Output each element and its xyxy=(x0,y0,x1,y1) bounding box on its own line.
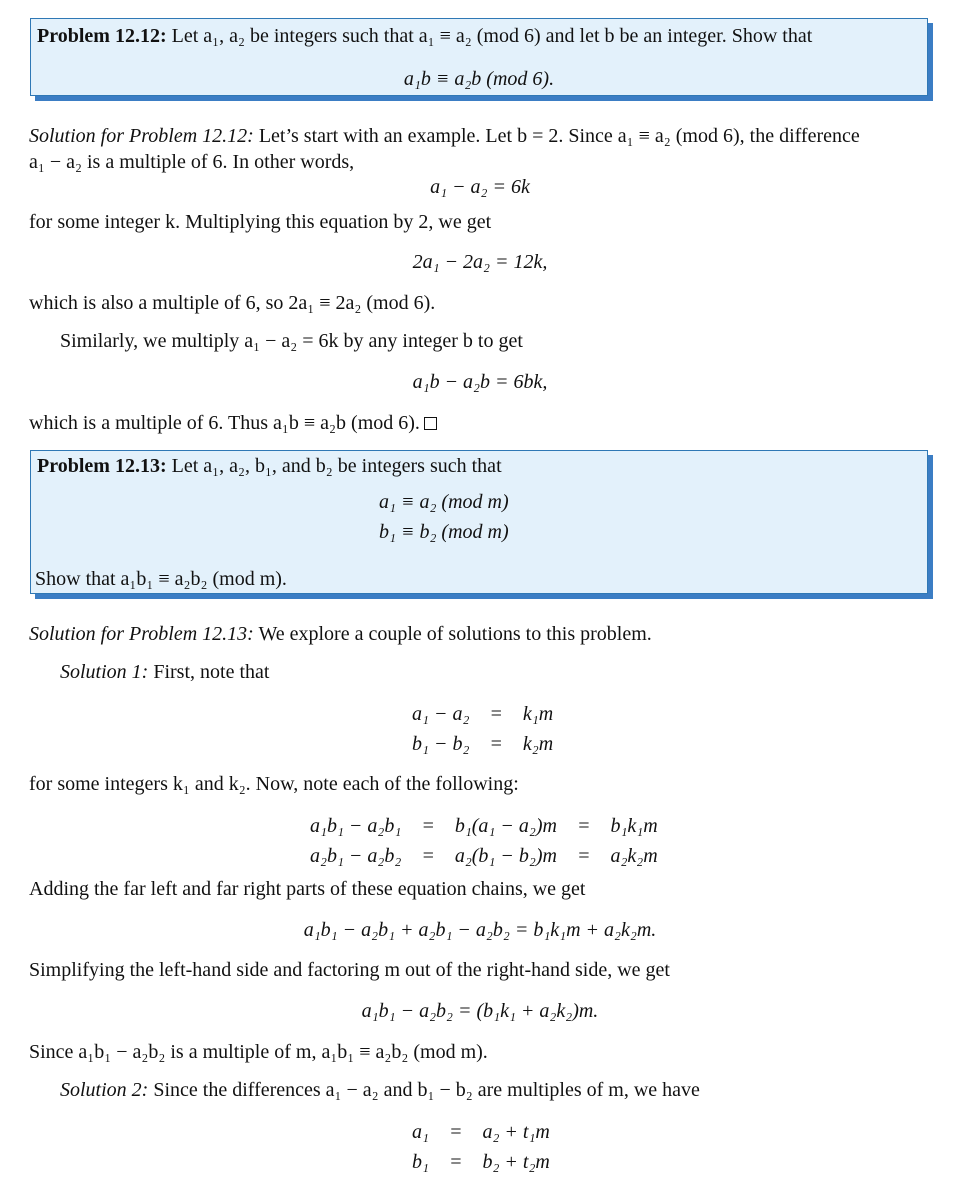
system-t-multiples xyxy=(412,1117,550,1177)
solution-12-13-intro-text: We explore a couple of solutions to this problem. xyxy=(258,623,652,645)
chain-middle: b₁(a₁ − a₂)m xyxy=(454,815,557,837)
equals-sign: = xyxy=(448,1121,463,1143)
solution-1-text: First, note that xyxy=(153,661,270,683)
system-lhs: a₁ − a₂ xyxy=(412,703,470,725)
para-adding: Adding the far left and far right parts of these equation chains, we get xyxy=(29,878,586,900)
equation-a1b-minus-a2b: a₁b − a₂b = 6bk, xyxy=(412,371,548,393)
para-since-multiple: Since a₁b₁ − a₂b₂ is a multiple of m, a₁b₁ ≡ a₂b₂ (mod m). xyxy=(29,1041,488,1063)
solution-12-12-text-5: which is a multiple of 6. Thus a₁b ≡ a₂b (mod 6). xyxy=(29,412,420,434)
para-for-some-integers: for some integers k₁ and k₂. Now, note each of the following: xyxy=(29,773,519,795)
equation-added-chains: a₁b₁ − a₂b₁ + a₂b₁ − a₂b₂ = b₁k₁m + a₂k₂m. xyxy=(303,919,657,941)
system-rhs: k₂m xyxy=(522,733,554,755)
para-simplifying: Simplifying the left-hand side and factoring m out of the right-hand side, we get xyxy=(29,959,670,981)
equation-chains xyxy=(310,811,658,871)
solution-12-12-lead: Solution for Problem 12.12: xyxy=(29,125,254,147)
equals-sign: = xyxy=(576,845,591,867)
chain-right: a₂k₂m xyxy=(610,845,658,867)
equals-sign: = xyxy=(421,815,435,837)
solution-12-12-para-2: for some integer k. Multiplying this equation by 2, we get xyxy=(29,211,492,233)
chain-left: a₂b₁ − a₂b₂ xyxy=(310,845,402,867)
solution-2-text: Since the differences a₁ − a₂ and b₁ − b₂ are multiples of m, we have xyxy=(153,1079,700,1101)
system-differences-k xyxy=(412,699,553,759)
system-rhs: a₂ + t₁m xyxy=(482,1121,550,1143)
system-lhs: b₁ xyxy=(412,1151,429,1173)
problem-12-12-box xyxy=(30,18,928,96)
problem-12-13-text: Let a₁, a₂, b₁, and b₂ be integers such that xyxy=(171,455,502,477)
solution-2-label: Solution 2: xyxy=(60,1079,149,1101)
equation-2a1-minus-2a2: 2a₁ − 2a₂ = 12k, xyxy=(412,251,548,273)
problem-12-12-display-eq: a₁b ≡ a₂b (mod 6). xyxy=(403,68,555,90)
solution-12-12-para-3: which is also a multiple of 6, so 2a₁ ≡ 2a₂ (mod 6). xyxy=(29,292,436,314)
chain-middle: a₂(b₁ − b₂)m xyxy=(454,845,557,867)
chain-row xyxy=(310,811,658,841)
equals-sign: = xyxy=(489,733,503,755)
solution-1-intro xyxy=(60,660,269,684)
equals-sign: = xyxy=(576,815,591,837)
system-lhs: b₁ − b₂ xyxy=(412,733,470,755)
problem-12-13-box xyxy=(30,450,928,594)
system-rhs: b₂ + t₂m xyxy=(482,1151,550,1173)
system-lhs: a₁ xyxy=(412,1121,429,1143)
solution-12-12-para-4: Similarly, we multiply a₁ − a₂ = 6k by any integer b to get xyxy=(60,330,523,352)
problem-12-12-text: Let a₁, a₂ be integers such that a₁ ≡ a₂ (mod 6) and let b be an integer. Show that xyxy=(171,25,813,47)
equals-sign: = xyxy=(421,845,435,867)
problem-12-13-congruence-a: a₁ ≡ a₂ (mod m) xyxy=(379,491,509,513)
problem-12-12-title: Problem 12.12: xyxy=(37,25,167,47)
problem-12-13-congruence-b: b₁ ≡ b₂ (mod m) xyxy=(379,521,509,543)
qed-square-icon xyxy=(424,417,437,430)
solution-12-13-lead: Solution for Problem 12.13: xyxy=(29,623,254,645)
equation-factored: a₁b₁ − a₂b₂ = (b₁k₁ + a₂k₂)m. xyxy=(361,1000,599,1022)
equals-sign: = xyxy=(448,1151,463,1173)
solution-12-12-para-1b: a₁ − a₂ is a multiple of 6. In other words, xyxy=(29,151,355,173)
system-rhs: k₁m xyxy=(522,703,554,725)
solution-2-intro xyxy=(60,1078,700,1102)
solution-12-12-text-1a: Let’s start with an example. Let b = 2. Since a₁ ≡ a₂ (mod 6), the difference xyxy=(258,125,860,147)
system-row xyxy=(412,1147,550,1177)
problem-12-13-title: Problem 12.13: xyxy=(37,455,167,477)
problem-12-13-statement xyxy=(37,454,502,478)
system-row xyxy=(412,699,553,729)
chain-left: a₁b₁ − a₂b₁ xyxy=(310,815,402,837)
solution-12-13-intro xyxy=(29,622,652,646)
solution-12-12-para-5 xyxy=(29,411,437,435)
equation-a1-minus-a2-6k: a₁ − a₂ = 6k xyxy=(430,176,530,198)
equals-sign: = xyxy=(489,703,503,725)
system-row xyxy=(412,1117,550,1147)
chain-right: b₁k₁m xyxy=(610,815,658,837)
problem-12-12-statement xyxy=(37,24,812,48)
solution-1-label: Solution 1: xyxy=(60,661,149,683)
system-row xyxy=(412,729,553,759)
problem-12-13-ask: Show that a₁b₁ ≡ a₂b₂ (mod m). xyxy=(35,568,287,590)
solution-12-12-para-1a xyxy=(29,124,860,148)
chain-row xyxy=(310,841,658,871)
